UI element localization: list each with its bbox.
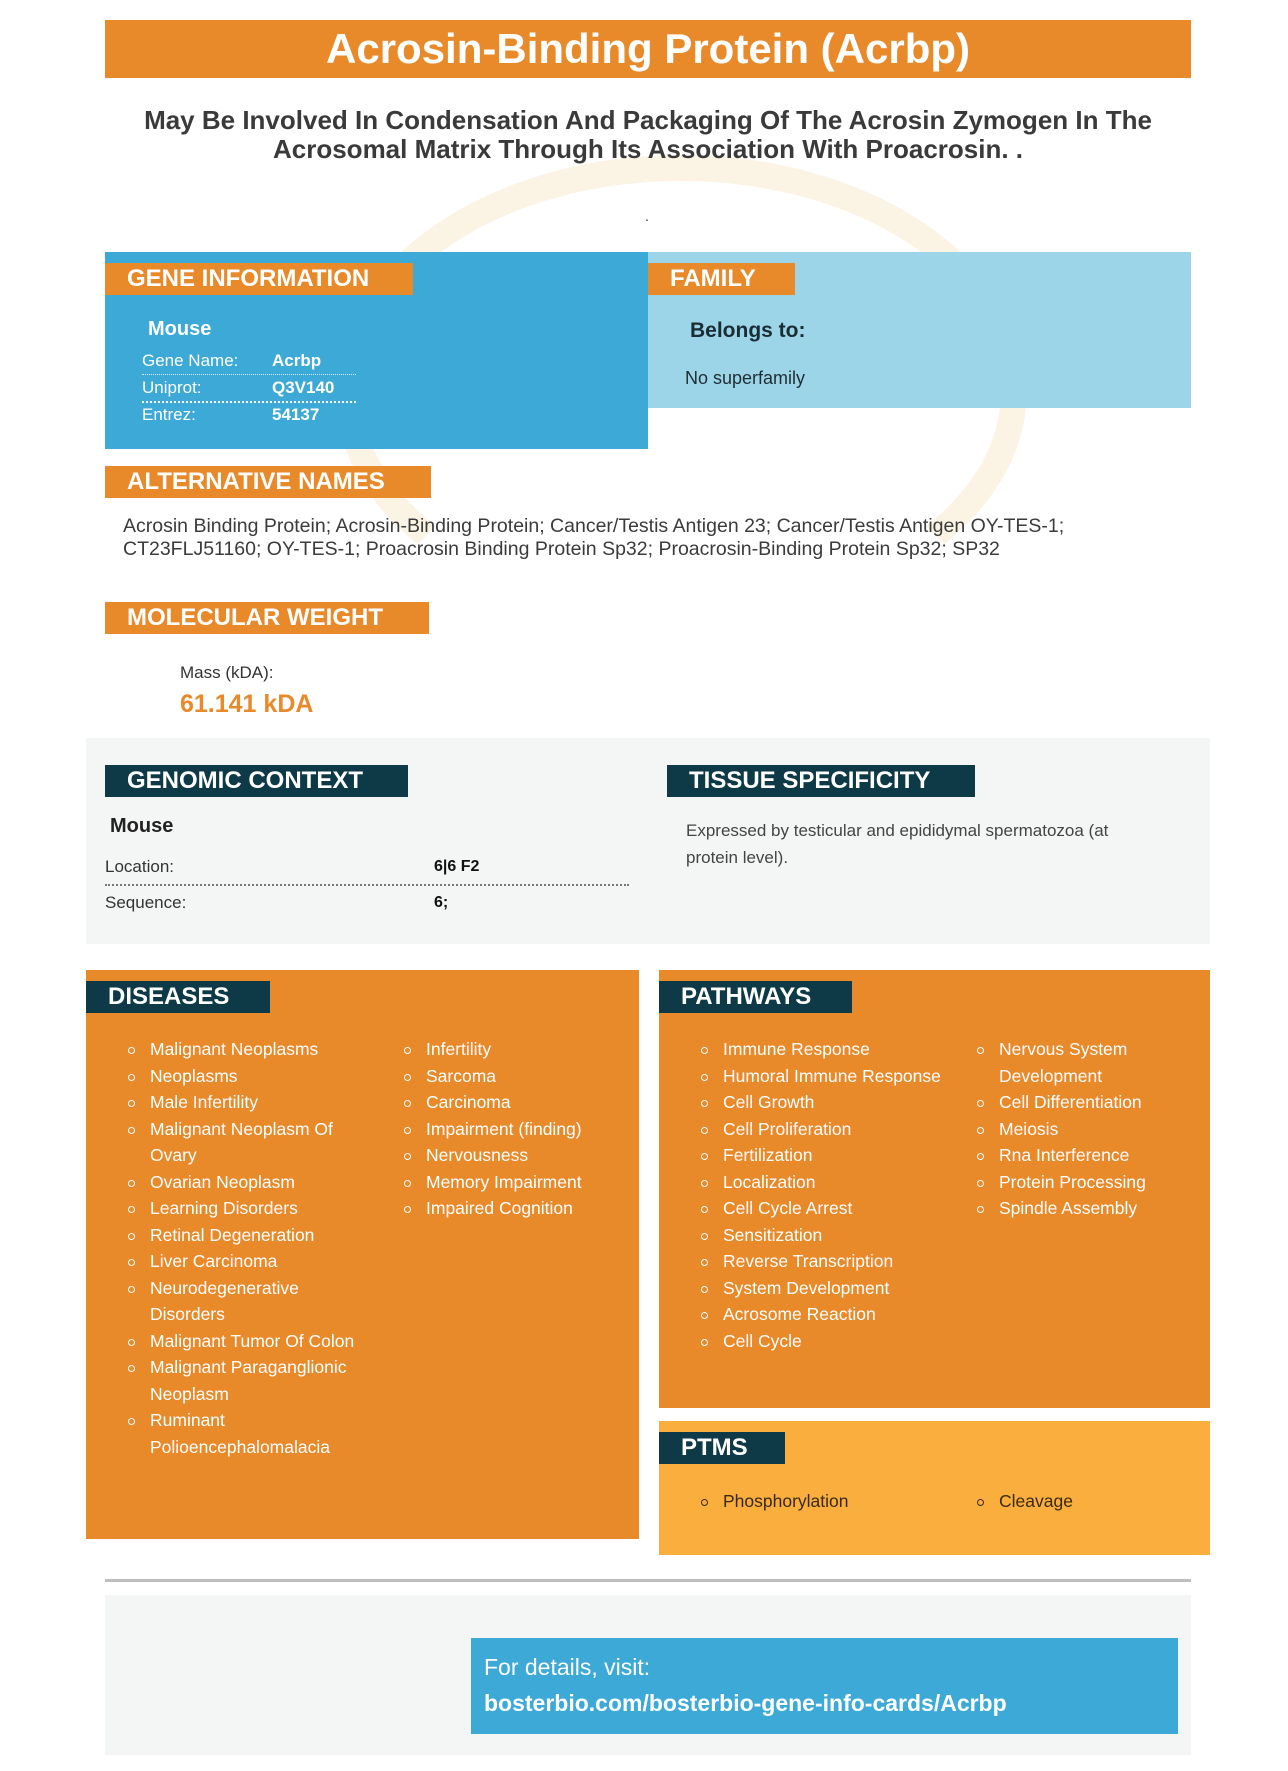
details-link-box[interactable]: [471, 1638, 1178, 1734]
family-belongs-to-label: Belongs to:: [690, 319, 806, 342]
list-item: Ruminant Polioencephalomalacia: [126, 1407, 376, 1460]
pathways-list-col2: [975, 1036, 1205, 1222]
diseases-heading: DISEASES: [86, 981, 270, 1013]
list-item: Learning Disorders: [126, 1195, 376, 1222]
list-item: Male Infertility: [126, 1089, 376, 1116]
gene-row-divider: [142, 401, 356, 403]
pathways-heading: PATHWAYS: [659, 981, 852, 1013]
page-title: Acrosin-Binding Protein (Acrbp): [105, 20, 1191, 78]
list-item: Meiosis: [975, 1116, 1205, 1143]
entrez-value[interactable]: 54137: [272, 405, 320, 424]
list-item: Liver Carcinoma: [126, 1248, 376, 1275]
entrez-label: Entrez:: [142, 405, 196, 424]
list-item: Reverse Transcription: [699, 1248, 949, 1275]
list-item: Impairment (finding): [402, 1116, 632, 1143]
page-subtitle: May Be Involved In Condensation And Packaging Of The Acrosin Zymogen In The Acrosomal Matrix Through Its Association With Proacrosin. .: [144, 105, 1152, 164]
uniprot-value[interactable]: Q3V140: [272, 378, 335, 397]
molecular-weight-heading: MOLECULAR WEIGHT: [105, 602, 429, 634]
list-item: System Development: [699, 1275, 949, 1302]
list-item: Phosphorylation: [699, 1488, 949, 1515]
list-item: Cleavage: [975, 1488, 1205, 1515]
list-item: Cell Differentiation: [975, 1089, 1205, 1116]
ptms-list-col1: [699, 1488, 949, 1515]
list-item: Cell Cycle Arrest: [699, 1195, 949, 1222]
location-value: 6|6 F2: [434, 858, 480, 875]
list-item: Retinal Degeneration: [126, 1222, 376, 1249]
list-item: Sensitization: [699, 1222, 949, 1249]
list-item: Ovarian Neoplasm: [126, 1169, 376, 1196]
diseases-list-col2: [402, 1036, 632, 1222]
uniprot-label: Uniprot:: [142, 378, 202, 397]
list-item: Neoplasms: [126, 1063, 376, 1090]
list-item: Cell Cycle: [699, 1328, 949, 1355]
list-item: Nervousness: [402, 1142, 632, 1169]
list-item: Malignant Tumor Of Colon: [126, 1328, 376, 1355]
list-item: Rna Interference: [975, 1142, 1205, 1169]
details-link[interactable]: bosterbio.com/bosterbio-gene-info-cards/Acrbp: [484, 1690, 1007, 1716]
list-item: Neurodegenerative Disorders: [126, 1275, 376, 1328]
sequence-label: Sequence:: [105, 893, 187, 912]
ptms-heading: PTMS: [659, 1432, 785, 1464]
list-item: Malignant Neoplasms: [126, 1036, 376, 1063]
details-caption: For details, visit:: [484, 1654, 651, 1680]
footer-divider: [105, 1579, 1191, 1582]
alternative-names-text: Acrosin Binding Protein; Acrosin-Binding Protein; Cancer/Testis Antigen 23; Cancer/Testis Antigen OY-TES-1; CT23FLJ51160; OY-TES-1; Proacrosin Binding Protein Sp32; Proacrosin-Binding Protein Sp32; SP32: [123, 515, 1065, 560]
list-item: Sarcoma: [402, 1063, 632, 1090]
list-item: Carcinoma: [402, 1089, 632, 1116]
pathways-list-col1: [699, 1036, 949, 1354]
tissue-specificity-text: Expressed by testicular and epididymal spermatozoa (at protein level).: [686, 821, 1109, 867]
gene-name-label: Gene Name:: [142, 351, 239, 370]
list-item: Fertilization: [699, 1142, 949, 1169]
list-item: Immune Response: [699, 1036, 949, 1063]
sequence-value: 6;: [434, 894, 449, 911]
list-item: Spindle Assembly: [975, 1195, 1205, 1222]
gene-row-divider: [142, 374, 356, 375]
diseases-list-col1: [126, 1036, 376, 1460]
list-item: Nervous System Development: [975, 1036, 1205, 1089]
list-item: Protein Processing: [975, 1169, 1205, 1196]
alternative-names-heading: ALTERNATIVE NAMES: [105, 466, 431, 498]
list-item: Localization: [699, 1169, 949, 1196]
genomic-row-divider: [105, 884, 629, 886]
list-item: Cell Proliferation: [699, 1116, 949, 1143]
subtitle-dot: .: [645, 208, 649, 224]
gene-species: Mouse: [148, 318, 212, 340]
list-item: Malignant Neoplasm Of Ovary: [126, 1116, 376, 1169]
tissue-specificity-heading: TISSUE SPECIFICITY: [667, 765, 975, 797]
ptms-list-col2: [975, 1488, 1205, 1515]
list-item: Acrosome Reaction: [699, 1301, 949, 1328]
location-label: Location:: [105, 857, 174, 876]
family-heading: FAMILY: [648, 263, 795, 295]
family-value: No superfamily: [685, 368, 806, 388]
list-item: Malignant Paraganglionic Neoplasm: [126, 1354, 376, 1407]
list-item: Impaired Cognition: [402, 1195, 632, 1222]
list-item: Infertility: [402, 1036, 632, 1063]
list-item: Humoral Immune Response: [699, 1063, 949, 1090]
list-item: Memory Impairment: [402, 1169, 632, 1196]
gene-information-heading: GENE INFORMATION: [105, 263, 413, 295]
gene-name-value: Acrbp: [272, 351, 322, 370]
mass-value: 61.141 kDA: [180, 690, 314, 718]
genomic-context-heading: GENOMIC CONTEXT: [105, 765, 408, 797]
genomic-species: Mouse: [110, 815, 174, 837]
mass-label: Mass (kDA):: [180, 663, 274, 682]
list-item: Cell Growth: [699, 1089, 949, 1116]
